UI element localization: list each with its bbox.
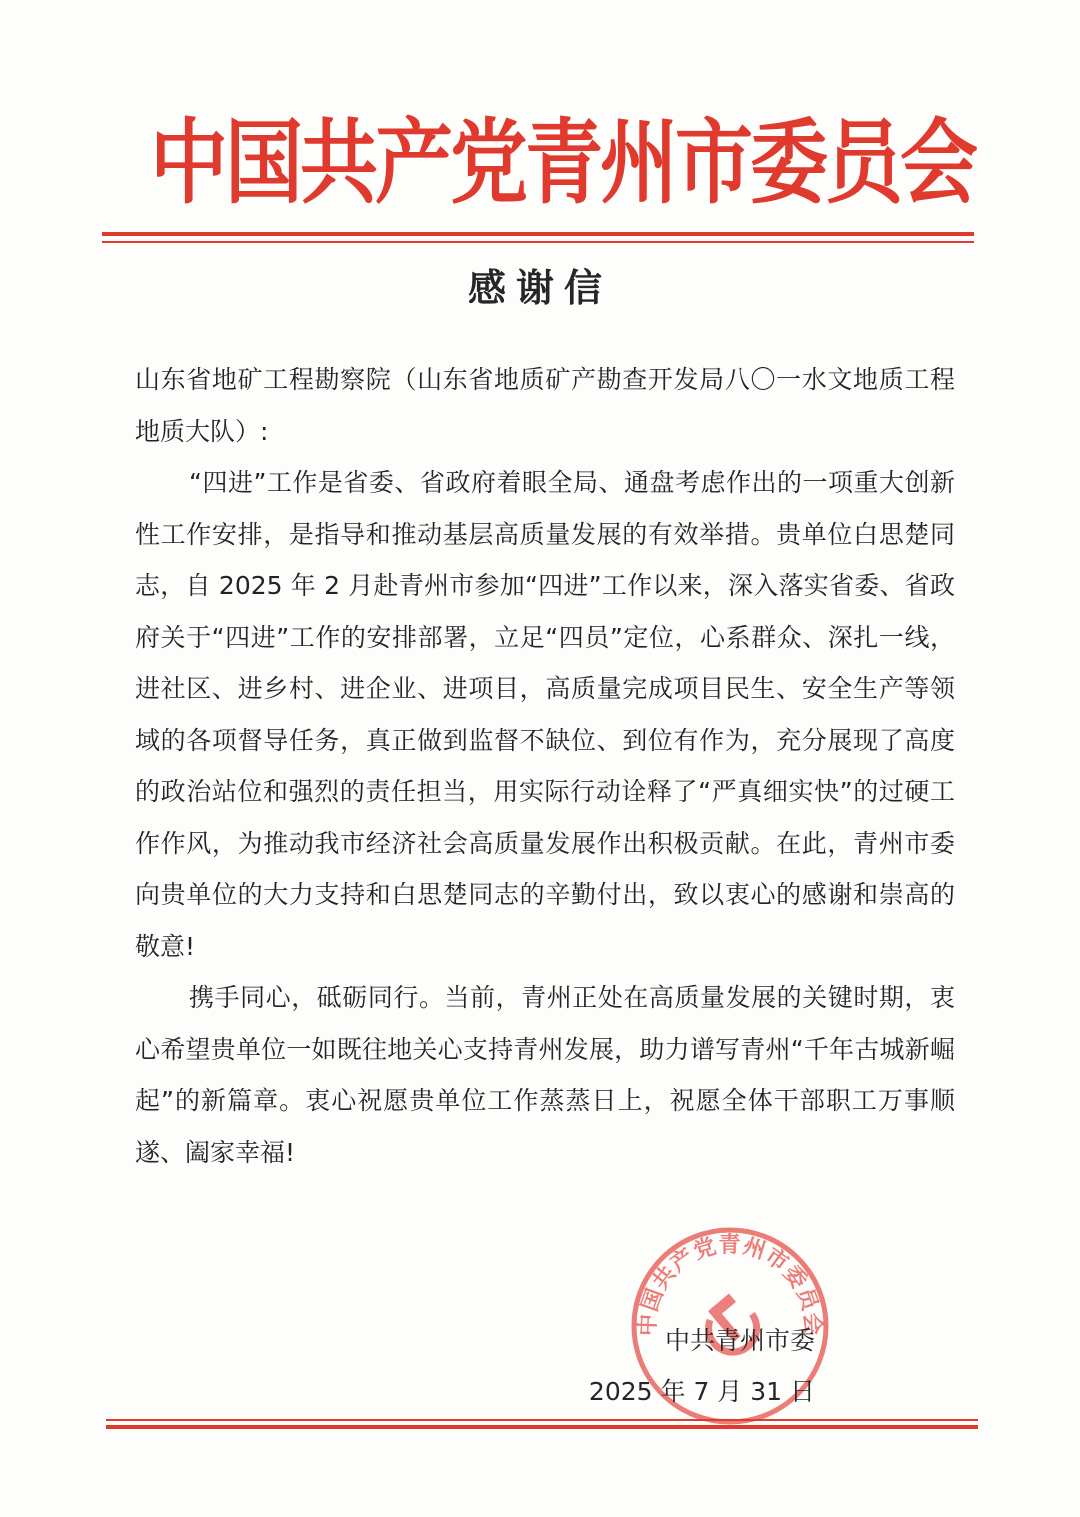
svg-text:中国共产党青州市委员会: 中国共产党青州市委员会 [634, 1232, 826, 1337]
masthead-title: 中国共产党青州市委员会 [150, 109, 976, 218]
signing-date: 2025 年 7 月 31 日 [588, 1377, 815, 1406]
letter-body [135, 354, 955, 1178]
paragraph-1: “四进”工作是省委、省政府着眼全局、通盘考虑作出的一项重大创新性工作安排，是指导和推动基层高质量发展的有效举措。贵单位白思楚同志，自 2025 年 2 月赴青州市参加“四进”工作以来，深入落实省委、省政府关于“四进”工作的安排部署，立足“四员”定位，心系群众、深扎一线，进社区、进乡村、进企业、进项目，高质量完成项目民生、安全生产等领域的各项督导任务，真正做到监督不缺位、到位有作为，充分展现了高度的政治站位和强烈的责任担当，用实际行动诠释了“严真细实快”的过硬工作作风，为推动我市经济社会高质量发展作出积极贡献。在此，青州市委向贵单位的大力支持和白思楚同志的辛勤付出，致以衷心的感谢和崇高的敬意! [135, 468, 955, 961]
signing-organization: 中共青州市委 [664, 1326, 815, 1355]
footer-rule-thin [106, 1419, 978, 1421]
salutation: 山东省地矿工程勘察院（山东省地质矿产勘查开发局八〇一水文地质工程地质大队）: [135, 365, 955, 446]
signature-block [589, 1315, 815, 1417]
paragraph-2: 携手同心，砥砺同行。当前，青州正处在高质量发展的关键时期，衷心希望贵单位一如既往地关心支持青州发展，助力谱写青州“千年古城新崛起”的新篇章。衷心祝愿贵单位工作蒸蒸日上，祝愿全体干部职工万事顺遂、阖家幸福! [135, 983, 955, 1167]
header-rule-thick [102, 232, 974, 236]
footer-rule-thick [106, 1425, 978, 1429]
header-rule-thin [102, 241, 974, 243]
document-title: 感谢信 [467, 265, 612, 310]
